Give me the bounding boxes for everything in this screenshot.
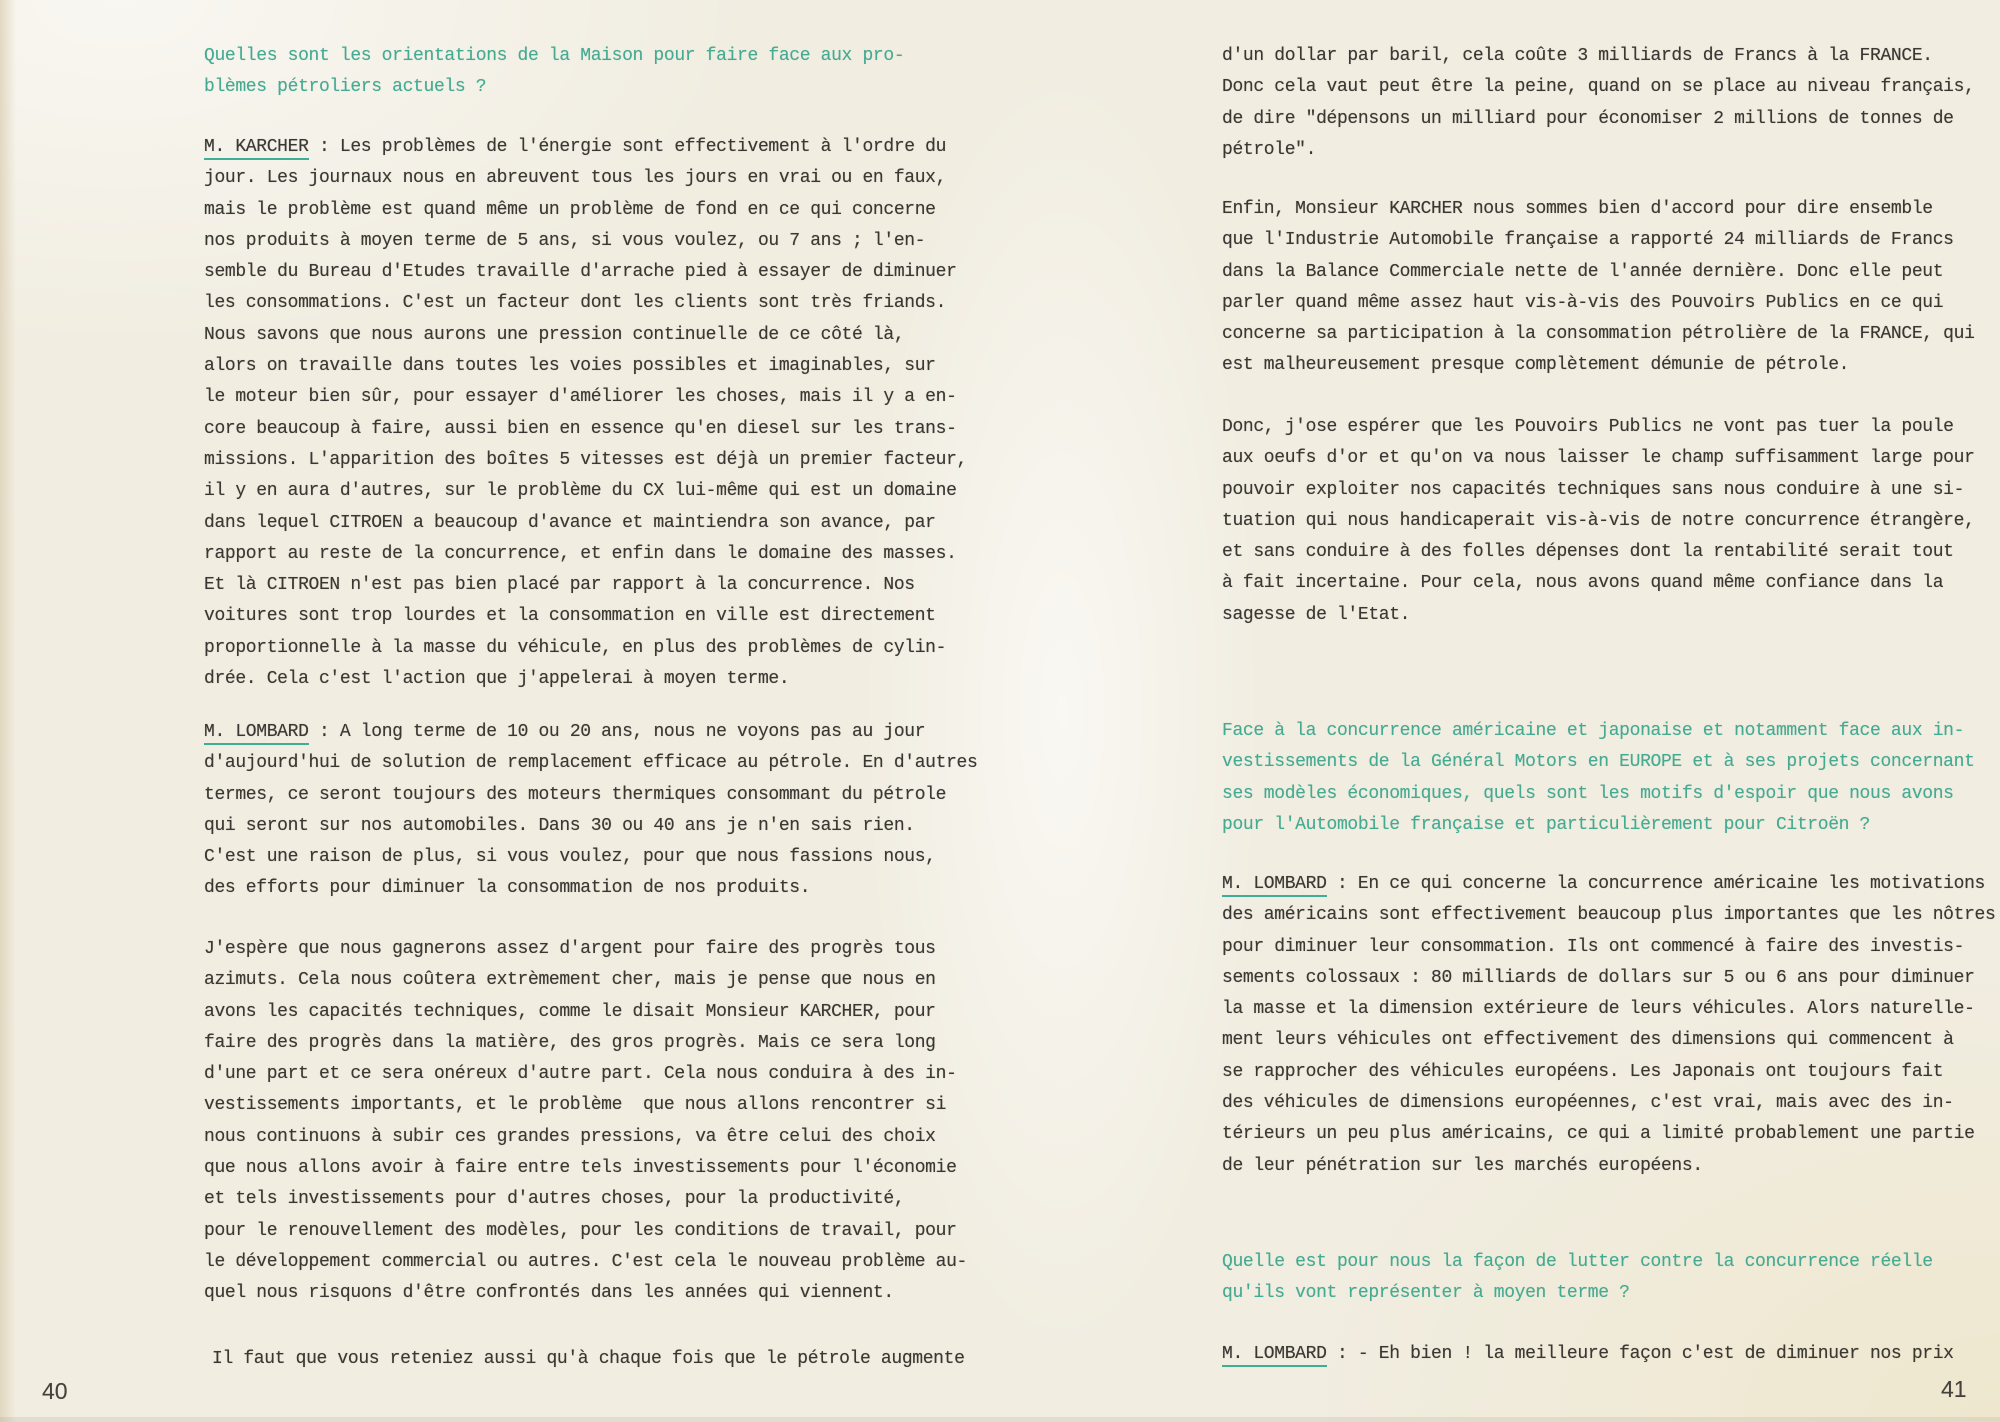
text-line: de dire "dépensons un milliard pour économiser 2 millions de tonnes de	[1222, 108, 1954, 129]
text-line: proportionnelle à la masse du véhicule, en plus des problèmes de cylin-	[204, 637, 947, 658]
text-line: et sans conduire à des folles dépenses dont la rentabilité serait tout	[1222, 542, 1954, 563]
text-line: Face à la concurrence américaine et japonaise et notamment face aux in-	[1222, 721, 1965, 741]
text-line: Quelles sont les orientations de la Maison pour faire face aux pro-	[204, 46, 905, 66]
text-line: alors on travaille dans toutes les voies possibles et imaginables, sur	[204, 356, 936, 377]
text-line: J'espère que nous gagnerons assez d'argent pour faire des progrès tous	[204, 939, 936, 959]
text-line: missions. L'apparition des boîtes 5 vitesses est déjà un premier facteur,	[204, 449, 967, 470]
page-number-right: 41	[1941, 1376, 1967, 1402]
text-line: se rapprocher des véhicules européens. Les Japonais ont toujours fait	[1222, 1061, 1944, 1082]
answer-paragraph	[204, 132, 967, 695]
text-line: que l'Industrie Automobile française a rapporté 24 milliards de Francs	[1222, 230, 1954, 251]
text-line: à fait incertaine. Pour cela, nous avons quand même confiance dans la	[1222, 573, 1944, 594]
text-line: pétrole".	[1222, 139, 1317, 160]
speaker-name: M. KARCHER	[204, 137, 309, 160]
text-line: avons les capacités techniques, comme le disait Monsieur KARCHER, pour	[204, 1001, 936, 1022]
text-line: pouvoir exploiter nos capacités techniques sans nous conduire à une si-	[1222, 479, 1965, 500]
speaker-name: M. LOMBARD	[1222, 1344, 1327, 1367]
text-line: core beaucoup à faire, aussi bien en essence qu'en diesel sur les trans-	[204, 418, 957, 439]
text-line: des efforts pour diminuer la consommation de nos produits.	[204, 878, 811, 899]
text-line: pour le renouvellement des modèles, pour les conditions de travail, pour	[204, 1220, 957, 1241]
interviewer-question	[1222, 716, 1975, 841]
text-line: voitures sont trop lourdes et la consommation en ville est directement	[204, 606, 936, 627]
text-line: il y en aura d'autres, sur le problème du CX lui-même qui est un domaine	[204, 481, 957, 502]
text-line: nos produits à moyen terme de 5 ans, si vous voulez, ou 7 ans ; l'en-	[204, 230, 926, 251]
text-line: mais le problème est quand même un problème de fond en ce qui concerne	[204, 199, 936, 220]
text-line: des véhicules de dimensions européennes, c'est vrai, mais avec des in-	[1222, 1093, 1954, 1114]
text-line: qu'ils vont représenter à moyen terme ?	[1222, 1283, 1630, 1304]
text-line: Nous savons que nous aurons une pression continuelle de ce côté là,	[204, 324, 905, 345]
interviewer-question	[1222, 1247, 1933, 1310]
answer-paragraph	[212, 1344, 965, 1375]
text-line: vestissements de la Général Motors en EUROPE et à ses projets concernant	[1222, 752, 1975, 773]
text-line: d'une part et ce sera onéreux d'autre part. Cela nous conduira à des in-	[204, 1064, 957, 1085]
text-line: drée. Cela c'est l'action que j'appelerai à moyen terme.	[204, 669, 790, 690]
text-line: la masse et la dimension extérieure de leurs véhicules. Alors naturelle-	[1222, 999, 1975, 1020]
page-number-left: 40	[42, 1378, 68, 1404]
text-line: est malheureusement presque complètement démunie de pétrole.	[1222, 355, 1850, 376]
text-line: le développement commercial ou autres. C'est cela le nouveau problème au-	[204, 1251, 967, 1272]
speaker-text: : A long terme de 10 ou 20 ans, nous ne voyons pas au jour	[308, 722, 926, 742]
text-line: sagesse de l'Etat.	[1222, 604, 1411, 625]
answer-paragraph	[1222, 41, 1975, 166]
text-line: faire des progrès dans la matière, des gros progrès. Mais ce sera long	[204, 1032, 936, 1053]
text-line: ses modèles économiques, quels sont les motifs d'espoir que nous avons	[1222, 783, 1954, 804]
answer-paragraph	[1222, 194, 1975, 382]
text-line: tuation qui nous handicaperait vis-à-vis de notre concurrence étrangère,	[1222, 510, 1975, 531]
text-line: Donc, j'ose espérer que les Pouvoirs Publics ne vont pas tuer la poule	[1222, 417, 1954, 437]
answer-paragraph	[1222, 412, 1975, 631]
text-line: de leur pénétration sur les marchés européens.	[1222, 1155, 1703, 1176]
text-line: d'aujourd'hui de solution de remplacement efficace au pétrole. En d'autres	[204, 753, 978, 774]
text-line: des américains sont effectivement beaucoup plus importantes que les nôtres	[1222, 905, 1996, 926]
text-line: que nous allons avoir à faire entre tels investissements pour l'économie	[204, 1158, 957, 1179]
text-line: parler quand même assez haut vis-à-vis des Pouvoirs Publics en ce qui	[1222, 292, 1944, 313]
text-line: Et là CITROEN n'est pas bien placé par rapport à la concurrence. Nos	[204, 575, 915, 596]
text-line: sements colossaux : 80 milliards de dollars sur 5 ou 6 ans pour diminuer	[1222, 967, 1975, 988]
speaker-text: : - Eh bien ! la meilleure façon c'est de diminuer nos prix	[1326, 1344, 1954, 1364]
text-line: rapport au reste de la concurrence, et enfin dans le domaine des masses.	[204, 543, 957, 564]
text-line	[204, 717, 977, 748]
text-line: C'est une raison de plus, si vous voulez, pour que nous fassions nous,	[204, 847, 936, 868]
interviewer-question	[204, 41, 904, 104]
text-line	[1222, 1339, 1954, 1370]
speaker-name: M. LOMBARD	[1222, 874, 1327, 897]
text-line: les consommations. C'est un facteur dont les clients sont très friands.	[204, 293, 947, 314]
text-line: pour diminuer leur consommation. Ils ont commencé à faire des investis-	[1222, 936, 1965, 957]
speaker-text: : En ce qui concerne la concurrence américaine les motivations	[1326, 874, 1985, 894]
text-line: termes, ce seront toujours des moteurs thermiques consommant du pétrole	[204, 784, 947, 805]
text-line: Donc cela vaut peut être la peine, quand on se place au niveau français,	[1222, 77, 1975, 98]
text-line: nous continuons à subir ces grandes pressions, va être celui des choix	[204, 1126, 936, 1147]
text-line: Quelle est pour nous la façon de lutter contre la concurrence réelle	[1222, 1252, 1933, 1272]
text-line: aux oeufs d'or et qu'on va nous laisser le champ suffisamment large pour	[1222, 448, 1975, 469]
answer-paragraph	[204, 717, 977, 905]
text-line: qui seront sur nos automobiles. Dans 30 ou 40 ans je n'en sais rien.	[204, 815, 915, 836]
text-line: et tels investissements pour d'autres choses, pour la productivité,	[204, 1189, 905, 1210]
text-line: pour l'Automobile française et particulièrement pour Citroën ?	[1222, 814, 1871, 835]
text-line: jour. Les journaux nous en abreuvent tous les jours en vrai ou en faux,	[204, 168, 947, 189]
text-line: Enfin, Monsieur KARCHER nous sommes bien d'accord pour dire ensemble	[1222, 199, 1933, 219]
text-line: semble du Bureau d'Etudes travaille d'arrache pied à essayer de diminuer	[204, 262, 957, 283]
text-line: concerne sa participation à la consommation pétrolière de la FRANCE, qui	[1222, 324, 1975, 345]
text-line	[1222, 869, 1995, 900]
text-line: vestissements importants, et le problème que nous allons rencontrer si	[204, 1095, 947, 1116]
speaker-name: M. LOMBARD	[204, 722, 309, 745]
text-line: ment leurs véhicules ont effectivement des dimensions qui commencent à	[1222, 1030, 1954, 1051]
text-line: Il faut que vous reteniez aussi qu'à chaque fois que le pétrole augmente	[212, 1349, 965, 1369]
text-line: le moteur bien sûr, pour essayer d'améliorer les choses, mais il y a en-	[204, 387, 957, 408]
text-line: d'un dollar par baril, cela coûte 3 milliards de Francs à la FRANCE.	[1222, 46, 1933, 66]
speaker-text: : Les problèmes de l'énergie sont effectivement à l'ordre du	[308, 137, 947, 157]
text-line: quel nous risquons d'être confrontés dans les années qui viennent.	[204, 1283, 894, 1304]
text-line: dans lequel CITROEN a beaucoup d'avance et maintiendra son avance, par	[204, 512, 936, 533]
text-line	[204, 132, 967, 163]
text-line: dans la Balance Commerciale nette de l'année dernière. Donc elle peut	[1222, 261, 1944, 282]
answer-paragraph	[1222, 1339, 1954, 1370]
answer-paragraph	[204, 934, 967, 1310]
text-line: azimuts. Cela nous coûtera extrèmement cher, mais je pense que nous en	[204, 970, 936, 991]
text-line: térieurs un peu plus américains, ce qui a limité probablement une partie	[1222, 1124, 1975, 1145]
text-line: blèmes pétroliers actuels ?	[204, 77, 487, 98]
answer-paragraph	[1222, 869, 1995, 1182]
scan-bottom-edge	[0, 1417, 2000, 1422]
